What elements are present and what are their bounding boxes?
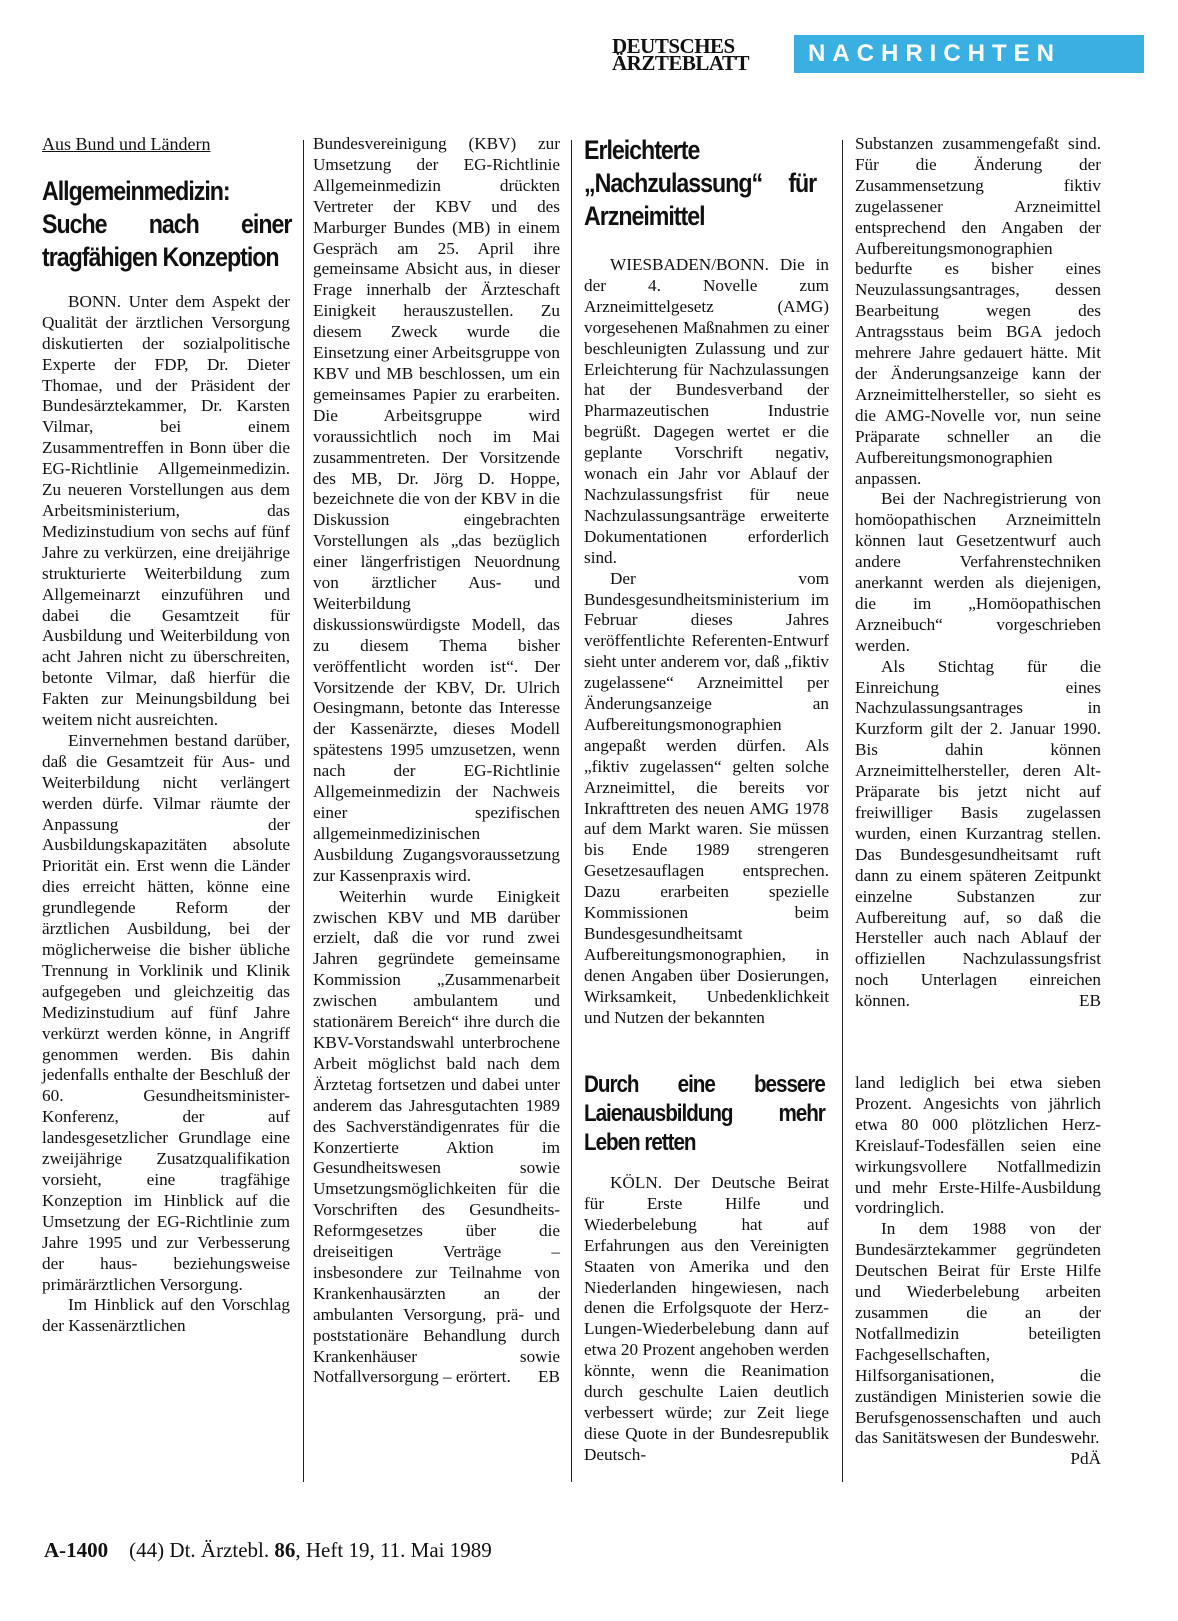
article-3-paragraph-3: [855, 1219, 1101, 1469]
footer-issue: , Heft 19, 11. Mai 1989: [295, 1538, 492, 1562]
article-2-paragraph-2: Der vom Bundesgesundheitsministerium im Februar dieses Jahres veröffentlichte Referenten-Entwurf sieht unter anderem vor, daß „fiktiv zugelassene“ Arzneimittel per Änderungsanzeige an Aufbereitungsmonographien angepaßt werden dürfen. Als „fiktiv zugelassen“ gelten solche Arzneimittel, die bereits vor Inkrafttreten des neuen AMG 1978 auf dem Markt waren. Sie müssen bis Ende 1989 strengeren Gesetzesauflagen entsprechen. Dazu erarbeiten spezielle Kommissionen beim Bundesgesundheitsamt Aufbereitungsmonographien, in denen Angaben über Dosierungen, Wirksamkeit, Unbedenklichkeit und Nutzen der bekannten: [584, 568, 829, 1027]
article-1-paragraph-5: [313, 887, 560, 1389]
article-1-paragraph-3: Im Hinblick auf den Vorschlag der Kassenärztlichen: [42, 1295, 290, 1336]
page-number: A-1400: [44, 1538, 109, 1562]
column-4-bottom: [855, 1073, 1101, 1470]
column-rule-2: [571, 140, 572, 1482]
brand-line-2: ÄRZTEBLATT: [612, 51, 749, 75]
section-title: NACHRICHTEN: [794, 35, 1144, 73]
article-2-signature: EB: [1079, 991, 1101, 1011]
article-2-paragraph-5-text: Als Stichtag für die Einreichung eines Nachzulassungsantrages in Kurzform gilt der 2. Januar 1990. Bis dahin können Arzneimittelhersteller, deren Alt-Präparate bis jetzt nicht auf freiwilliger Basis zugelassen wurden, einen Kurzantrag stellen. Das Bundesgesundheitsamt ruft dann zu einem späteren Zeitpunkt einzelne Substanzen zur Aufbereitung auf, so daß die Hersteller auch nach Ablauf der offiziellen Nachzulassungsfrist noch Unterlagen einreichen können.: [855, 656, 1101, 1011]
article-3-paragraph-1: KÖLN. Der Deutsche Beirat für Erste Hilfe und Wiederbelebung hat auf Erfahrungen aus den Vereinigten Staaten von Amerika und den Niederlanden hingewiesen, nach denen die Erfolgsquote der Herz-Lungen-Wiederbelebung dann auf etwa 20 Prozent angehoben werden könnte, wenn die Reanimation durch geschulte Laien deutlich verbessert würde; zur Zeit liege diese Quote in der Bundesrepublik Deutsch-: [584, 1173, 829, 1464]
column-4-top: [855, 134, 1101, 1012]
column-1: [42, 134, 290, 1337]
article-1-paragraph-1: BONN. Unter dem Aspekt der Qualität der ärztlichen Versorgung diskutierten der sozialpolitische Experte der FDP, Dr. Dieter Thomae, und der Präsident der Bundesärztekammer, Dr. Karsten Vilmar, bei einem Zusammentreffen in Bonn über die EG-Richtlinie Allgemeinmedizin. Zu neueren Vorstellungen aus dem Arbeitsministerium, das Medizinstudium von sechs auf fünf Jahre zu verkürzen, eine dreijährige strukturierte Weiterbildung zum Allgemeinarzt einzuführen und dabei die Gesamtzeit für Ausbildung und Weiterbildung von acht Jahren nicht zu überschreiten, betonte Vilmar, daß hierfür die Fakten zur Meinungsbildung bei weitem nicht ausreichten.: [42, 291, 290, 730]
article-2-headline: Erleichterte „Nachzulassung“ für Arzneimittel: [584, 135, 817, 231]
article-kicker: Aus Bund und Ländern: [42, 134, 211, 154]
footer-volume: 86: [274, 1538, 296, 1562]
article-1-signature: EB: [538, 1367, 560, 1387]
article-1-paragraph-5-text: Weiterhin wurde Einigkeit zwischen KBV und MB darüber erzielt, daß die vor rund zwei Jahren gegründete gemeinsame Kommission „Zusammenarbeit zwischen ambulantem und stationärem Bereich“ ihre durch die KBV-Vorstandswahl unterbrochene Arbeit möglichst bald nach dem Ärztetag fortsetzen und dabei unter anderem das Jahresgutachten 1989 des Sachverständigenrates für die Konzertierte Aktion im Gesundheitswesen sowie Umsetzungsmöglichkeiten für die Vorschriften des Gesundheits-Reformgesetzes über die dreiseitigen Verträge – insbesondere zur Teilnahme von Krankenhausärzten an der ambulanten Versorgung, prä- und poststationäre Behandlung durch Krankenhäuser sowie Notfallversorgung – erörtert.: [313, 886, 560, 1387]
page-footer: [44, 1538, 492, 1563]
masthead: [612, 34, 1142, 76]
article-3-paragraph-3-text: In dem 1988 von der Bundesärztekammer gegründeten Deutschen Beirat für Erste Hilfe und Wiederbelebung arbeiten zusammen die an der Notfallmedizin beteiligten Fachgesellschaften, Hilfsorganisationen, die zuständigen Ministerien sowie die Berufsgenossenschaften und auch das Sanitätswesen der Bundeswehr.: [855, 1219, 1101, 1448]
column-rule-1: [303, 140, 304, 1482]
article-3-signature: PdÄ: [1070, 1449, 1101, 1469]
footer-journal: (44) Dt. Ärztebl.: [129, 1538, 270, 1562]
article-1-paragraph-2: Einvernehmen bestand darüber, daß die Gesamtzeit für Aus- und Weiterbildung nicht verlängert werden dürfe. Vilmar räumte der Anpassung der Ausbildungskapazitäten absolute Priorität ein. Erst wenn die Länder dies erreicht hätten, könne eine grundlegende Reform der ärztlichen Ausbildung, bei der möglicherweise die bisher übliche Trennung in Vorklinik und Klinik aufgegeben und gleichzeitig das Medizinstudium auf fünf Jahre verkürzt werden könne, in Angriff genommen werden. Bis dahin jedenfalls enthalte der Beschluß der 60. Gesundheitsminister-Konferenz, der auf landesgesetzlicher Grundlage eine zweijährige Zusatzqualifikation vorsieht, eine tragfähige Konzeption im Hinblick auf die Umsetzung der EG-Richtlinie zum Jahre 1995 und zur Verbesserung der haus- beziehungsweise primärärztlichen Versorgung.: [42, 730, 290, 1294]
column-2: [313, 134, 560, 1388]
journal-logo: [612, 34, 790, 75]
column-3-bottom: [584, 1070, 829, 1466]
article-1-paragraph-4: Bundesvereinigung (KBV) zur Umsetzung der EG-Richtlinie Allgemeinmedizin drückten Vertreter der KBV und des Marburger Bundes (MB) in einem Gespräch am 25. April ihre gemeinsame Absicht aus, in dieser Frage innerhalb der Ärzteschaft Einigkeit herauszustellen. Zu diesem Zweck wurde die Einsetzung einer Arbeitsgruppe von KBV und MB beschlossen, um ein gemeinsames Papier zu erarbeiten. Die Arbeitsgruppe wird voraussichtlich noch im Mai zusammentreten. Der Vorsitzende des MB, Dr. Jörg D. Hoppe, bezeichnete die von der KBV in die Diskussion eingebrachten Vorstellungen als „das bezüglich einer längerfristigen Neuordnung von ärztlicher Aus- und Weiterbildung diskussionswürdigste Modell, das zu diesem Thema bisher veröffentlicht worden ist“. Der Vorsitzende der KBV, Dr. Ulrich Oesingmann, betonte das Interesse der Kassenärzte, dieses Modell spätestens 1995 umzusetzen, wenn nach der EG-Richtlinie Allgemeinmedizin der Nachweis einer spezifischen allgemeinmedizinischen Ausbildung Zugangsvoraussetzung zur Kassenpraxis wird.: [313, 134, 560, 885]
article-1-headline: Allgemeinmedizin: Suche nach einer tragfähigen Konzeption: [42, 175, 292, 272]
article-2-paragraph-1: WIESBADEN/BONN. Die in der 4. Novelle zum Arzneimittelgesetz (AMG) vorgesehenen Maßnahmen zu einer beschleunigten Zulassung und zur Erleichterung für Nachzulassungen hat der Bundesverband der Pharmazeutischen Industrie begrüßt. Dagegen wertet er die geplante Vorschrift negativ, wonach ein Jahr vor Ablauf der Nachzulassungsfrist für neue Nachzulassungsanträge erweiterte Dokumentationen erforderlich sind.: [584, 255, 829, 567]
article-3-paragraph-2: land lediglich bei etwa sieben Prozent. Angesichts von jährlich etwa 80 000 plötzlichen Herz-Kreislauf-Todesfällen seien eine wirkungsvollere Notfallmedizin und mehr Erste-Hilfe-Ausbildung vordringlich.: [855, 1073, 1101, 1218]
brand-line-1: DEUTSCHES: [612, 34, 735, 58]
article-2-paragraph-3: Substanzen zusammengefaßt sind. Für die Änderung der Zusammensetzung fiktiv zugelassener Arzneimittel entsprechend den Angaben der Aufbereitungsmonographien bedurfte es bisher eines Neuzulassungsantrages, dessen Bearbeitung wegen des Antragsstaus beim BGA jedoch mehrere Jahre gedauert hätte. Mit der Änderungsanzeige kann der Arzneimittelhersteller, so sieht es die AMG-Novelle vor, nun seine Präparate schneller an die Aufbereitungsmonographien anpassen.: [855, 134, 1101, 488]
article-3-headline: Durch eine bessere Laienausbildung mehr Leben retten: [584, 1071, 825, 1156]
column-rule-3: [842, 140, 843, 1482]
column-3-top: [584, 134, 829, 1029]
article-2-paragraph-4: Bei der Nachregistrierung von homöopathischen Arzneimitteln können laut Gesetzentwurf auch andere Verfahrenstechniken anerkannt werden als diejenigen, die im „Homöopathischen Arzneibuch“ vorgeschrieben werden.: [855, 489, 1101, 655]
article-2-paragraph-5: [855, 657, 1101, 1012]
